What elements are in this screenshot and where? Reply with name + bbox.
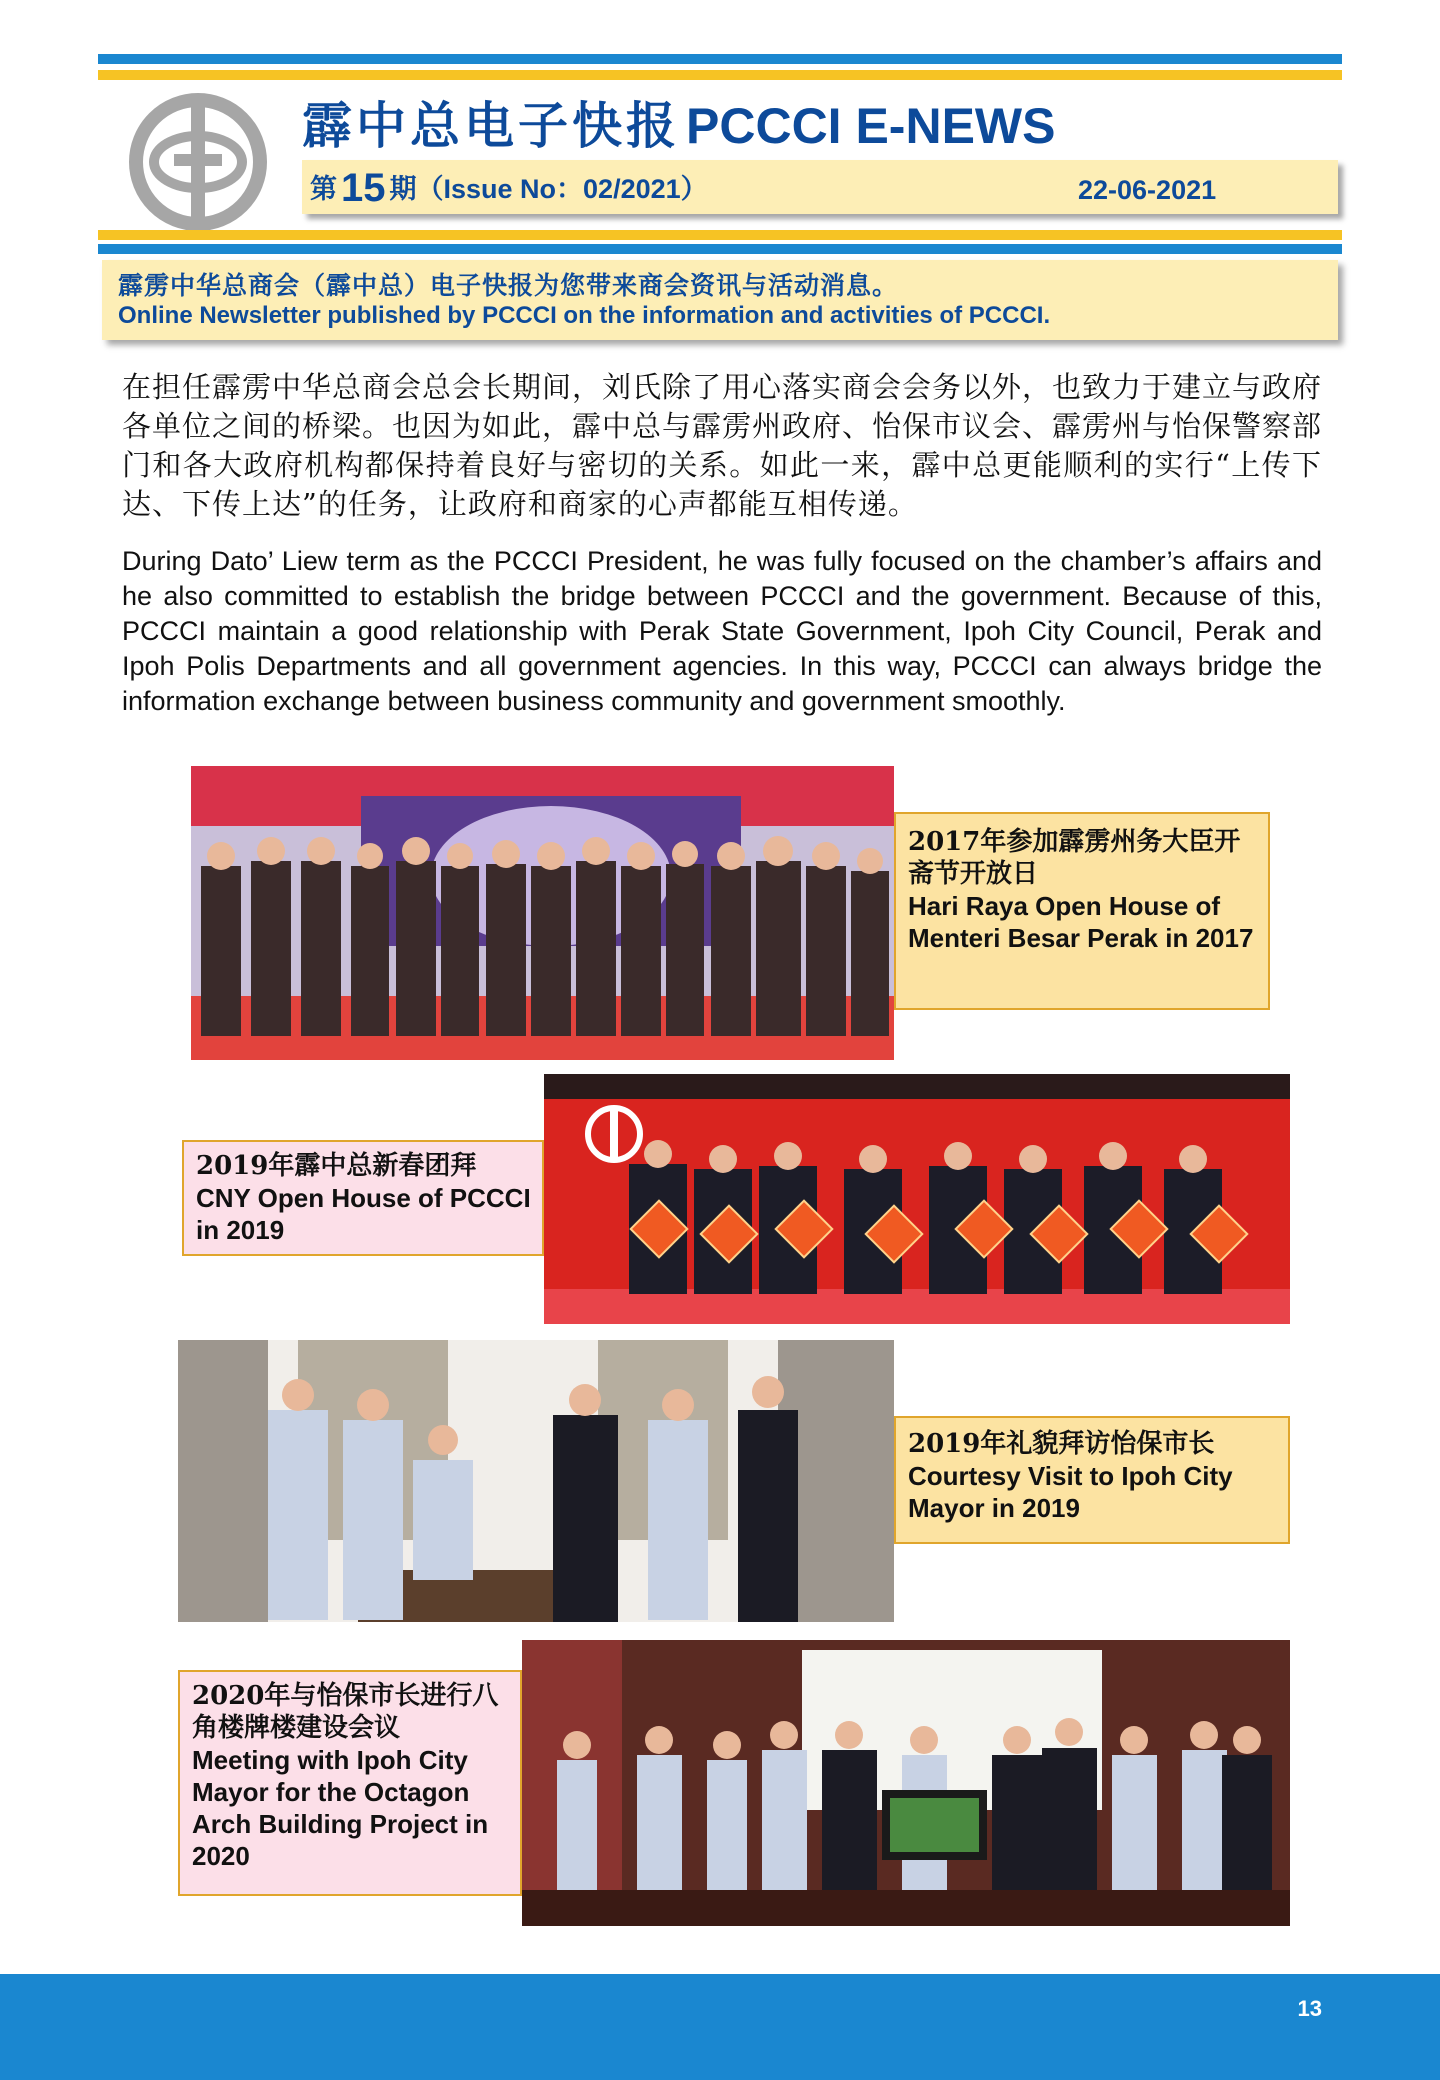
- intro-text-cn: 霹雳中华总商会（霹中总）电子快报为您带来商会资讯与活动消息。: [118, 271, 899, 300]
- caption-en: Meeting with Ipoh City Mayor for the Octagon Arch Building Project in 2020: [192, 1745, 489, 1871]
- photo-hari-raya-open-house: [191, 766, 894, 1060]
- caption-cny-open-house: [182, 1140, 544, 1256]
- caption-courtesy-visit: [894, 1416, 1290, 1544]
- caption-cn: 2020年与怡保市长进行八角楼牌楼建设会议: [192, 1681, 499, 1743]
- header-stripe-yellow-bottom: [98, 230, 1342, 240]
- header-stripe-yellow-top: [98, 70, 1342, 80]
- caption-en: Courtesy Visit to Ipoh City Mayor in 2019: [908, 1461, 1233, 1523]
- header-stripe-blue-top: [98, 54, 1342, 64]
- caption-hari-raya: [894, 812, 1270, 1010]
- newsletter-title: [302, 96, 1055, 156]
- issue-label: [310, 164, 708, 212]
- footer-bar: [0, 1974, 1440, 2080]
- caption-en: Hari Raya Open House of Menteri Besar Perak in 2017: [908, 891, 1254, 953]
- pccci-logo: [128, 92, 268, 232]
- intro-text-en: Online Newsletter published by PCCCI on the information and activities of PCCCI.: [118, 302, 1051, 329]
- photo-octagon-arch-meeting: [522, 1640, 1290, 1926]
- page-number: 13: [1297, 1996, 1322, 2021]
- title-cn: 霹中总电子快报: [302, 98, 680, 154]
- caption-octagon-arch-meeting: [178, 1670, 522, 1896]
- caption-cn: 2019年霹中总新春团拜: [196, 1151, 477, 1181]
- issue-number: 15: [341, 166, 386, 210]
- photo-courtesy-visit: [178, 1340, 894, 1622]
- photo-cny-open-house: [544, 1074, 1290, 1324]
- article-text-en: During Dato’ Liew term as the PCCCI President, he was fully focused on the chamber’s affairs and he also committed to establish the bridge between PCCCI and the government. Because of this, PCCCI maintain a good relationship with Perak State Government, Ipoh City Council, Perak and Ipoh Polis Departments and all government agencies. In this way, PCCCI can always bridge the information exchange between business community and government smoothly.: [122, 546, 1322, 716]
- caption-cn: 2019年礼貌拜访怡保市长: [908, 1429, 1215, 1459]
- title-en: PCCCI E-NEWS: [686, 98, 1056, 154]
- caption-cn: 2017年参加霹雳州务大臣开斋节开放日: [908, 827, 1241, 889]
- caption-en: CNY Open House of PCCCI in 2019: [196, 1183, 531, 1245]
- issue-date: 22-06-2021: [1078, 175, 1217, 205]
- article-text-cn: 在担任霹雳中华总商会总会长期间，刘氏除了用心落实商会会务以外，也致力于建立与政府各单位之间的桥梁。也因为如此，霹中总与霹雳州政府、怡保市议会、霹雳州与怡保警察部门和各大政府机构都保持着良好与密切的关系。如此一来，霹中总更能顺利的实行“上传下达、下传上达”的任务，让政府和商家的心声都能互相传递。: [122, 370, 1323, 521]
- issue-prefix: 第: [310, 174, 337, 204]
- issue-suffix: 期（Issue No：02/2021）: [389, 174, 708, 204]
- header-stripe-blue-bottom: [98, 244, 1342, 254]
